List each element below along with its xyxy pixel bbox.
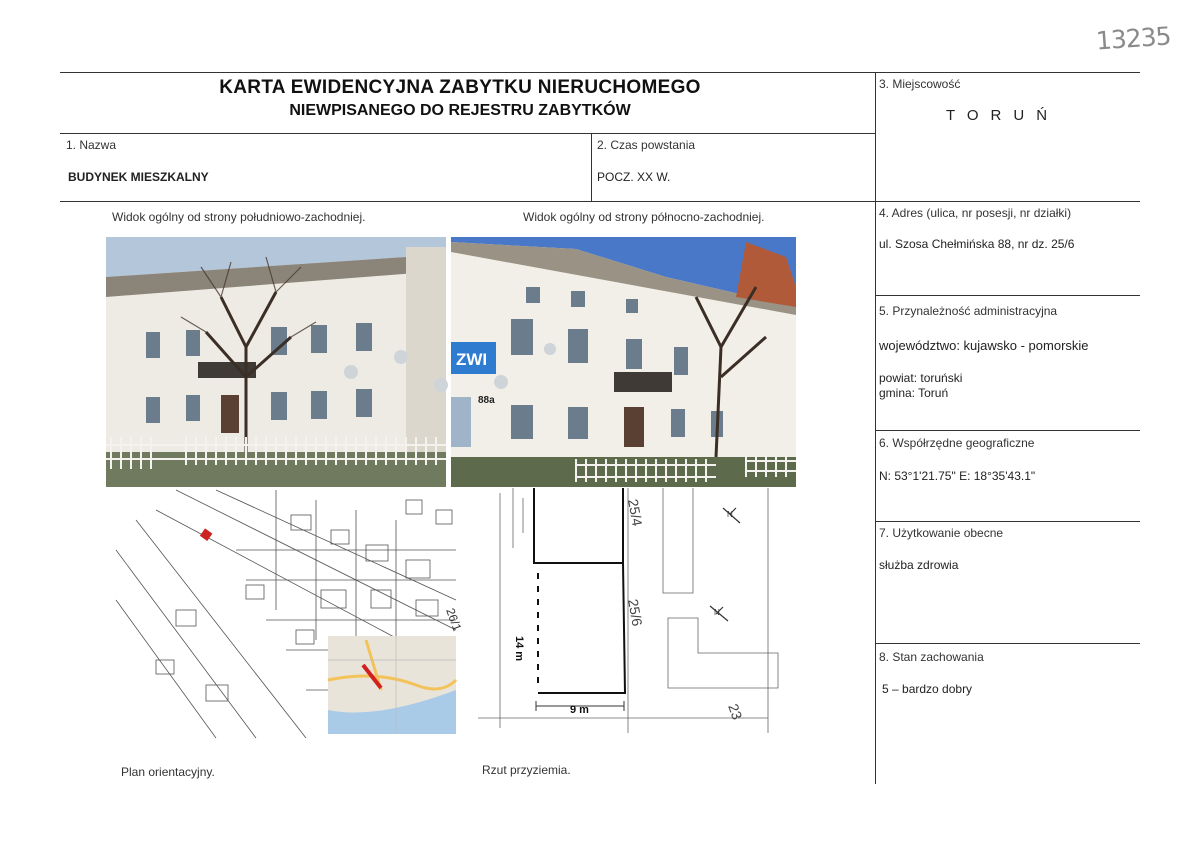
county-value: powiat: toruński — [879, 371, 963, 385]
coords-label: 6. Współrzędne geograficzne — [879, 436, 1035, 450]
height-dimension: 14 m — [513, 636, 525, 662]
plan-parcel-label: 26/1 — [443, 606, 465, 633]
house-number: 88a — [478, 395, 495, 406]
locality-value: TORUŃ — [946, 107, 1060, 124]
admin-label: 5. Przynależność administracyjna — [879, 304, 1058, 318]
top-border — [60, 72, 1140, 73]
parcel-25-6-label: 25/6 — [625, 597, 646, 628]
north-label-top: N — [727, 510, 733, 519]
commune-value: gmina: Toruń — [879, 386, 949, 400]
plan-caption: Plan orientacyjny. — [121, 765, 215, 779]
inventory-number: 13235 — [1095, 21, 1172, 56]
condition-value: 5 – bardzo dobry — [882, 682, 973, 696]
photo-caption-left: Widok ogólny od strony południowo-zachodniej. — [112, 210, 366, 224]
title-divider — [60, 133, 875, 134]
divider-6-7 — [876, 521, 1140, 522]
address-value: ul. Szosa Chełmińska 88, nr dz. 25/6 — [879, 237, 1075, 251]
card-title: KARTA EWIDENCYJNA ZABYTKU NIERUCHOMEGO — [219, 77, 701, 98]
voivodeship-value: województwo: kujawsko - pomorskie — [879, 338, 1089, 353]
condition-label: 8. Stan zachowania — [879, 650, 984, 664]
orientation-plan — [116, 490, 465, 738]
ground-floor-plan — [478, 488, 803, 733]
inset-map — [328, 636, 456, 734]
name-period-divider — [591, 133, 592, 201]
column-divider — [875, 72, 876, 784]
floorplan-caption: Rzut przyziemia. — [482, 763, 571, 777]
north-label-bottom: N — [714, 608, 720, 617]
parcel-25-4-label: 25/4 — [625, 497, 646, 528]
address-label: 4. Adres (ulica, nr posesji, nr działki) — [879, 206, 1072, 220]
divider-7-8 — [876, 643, 1140, 644]
name-value: BUDYNEK MIESZKALNY — [68, 170, 209, 184]
building-photos — [106, 237, 796, 487]
use-label: 7. Użytkowanie obecne — [879, 526, 1004, 540]
locality-label: 3. Miejscowość — [879, 77, 961, 91]
coords-value: N: 53°1'21.75" E: 18°35'43.1" — [879, 469, 1036, 483]
photo-caption-right: Widok ogólny od strony północno-zachodniej. — [523, 210, 765, 224]
photo-northwest-view — [451, 237, 796, 487]
divider-4-5 — [876, 295, 1140, 296]
zwi-sign: ZWI — [456, 350, 488, 369]
name-label: 1. Nazwa — [66, 138, 117, 152]
divider-5-6 — [876, 430, 1140, 431]
use-value: służba zdrowia — [879, 558, 959, 572]
period-value: POCZ. XX W. — [597, 170, 671, 184]
period-label: 2. Czas powstania — [597, 138, 696, 152]
card-subtitle: NIEWPISANEGO DO REJESTRU ZABYTKÓW — [289, 102, 631, 119]
photo-southwest-view — [106, 237, 448, 487]
parcel-23-label: 23 — [725, 701, 746, 722]
width-dimension: 9 m — [570, 704, 589, 716]
header-divider — [60, 201, 1140, 202]
